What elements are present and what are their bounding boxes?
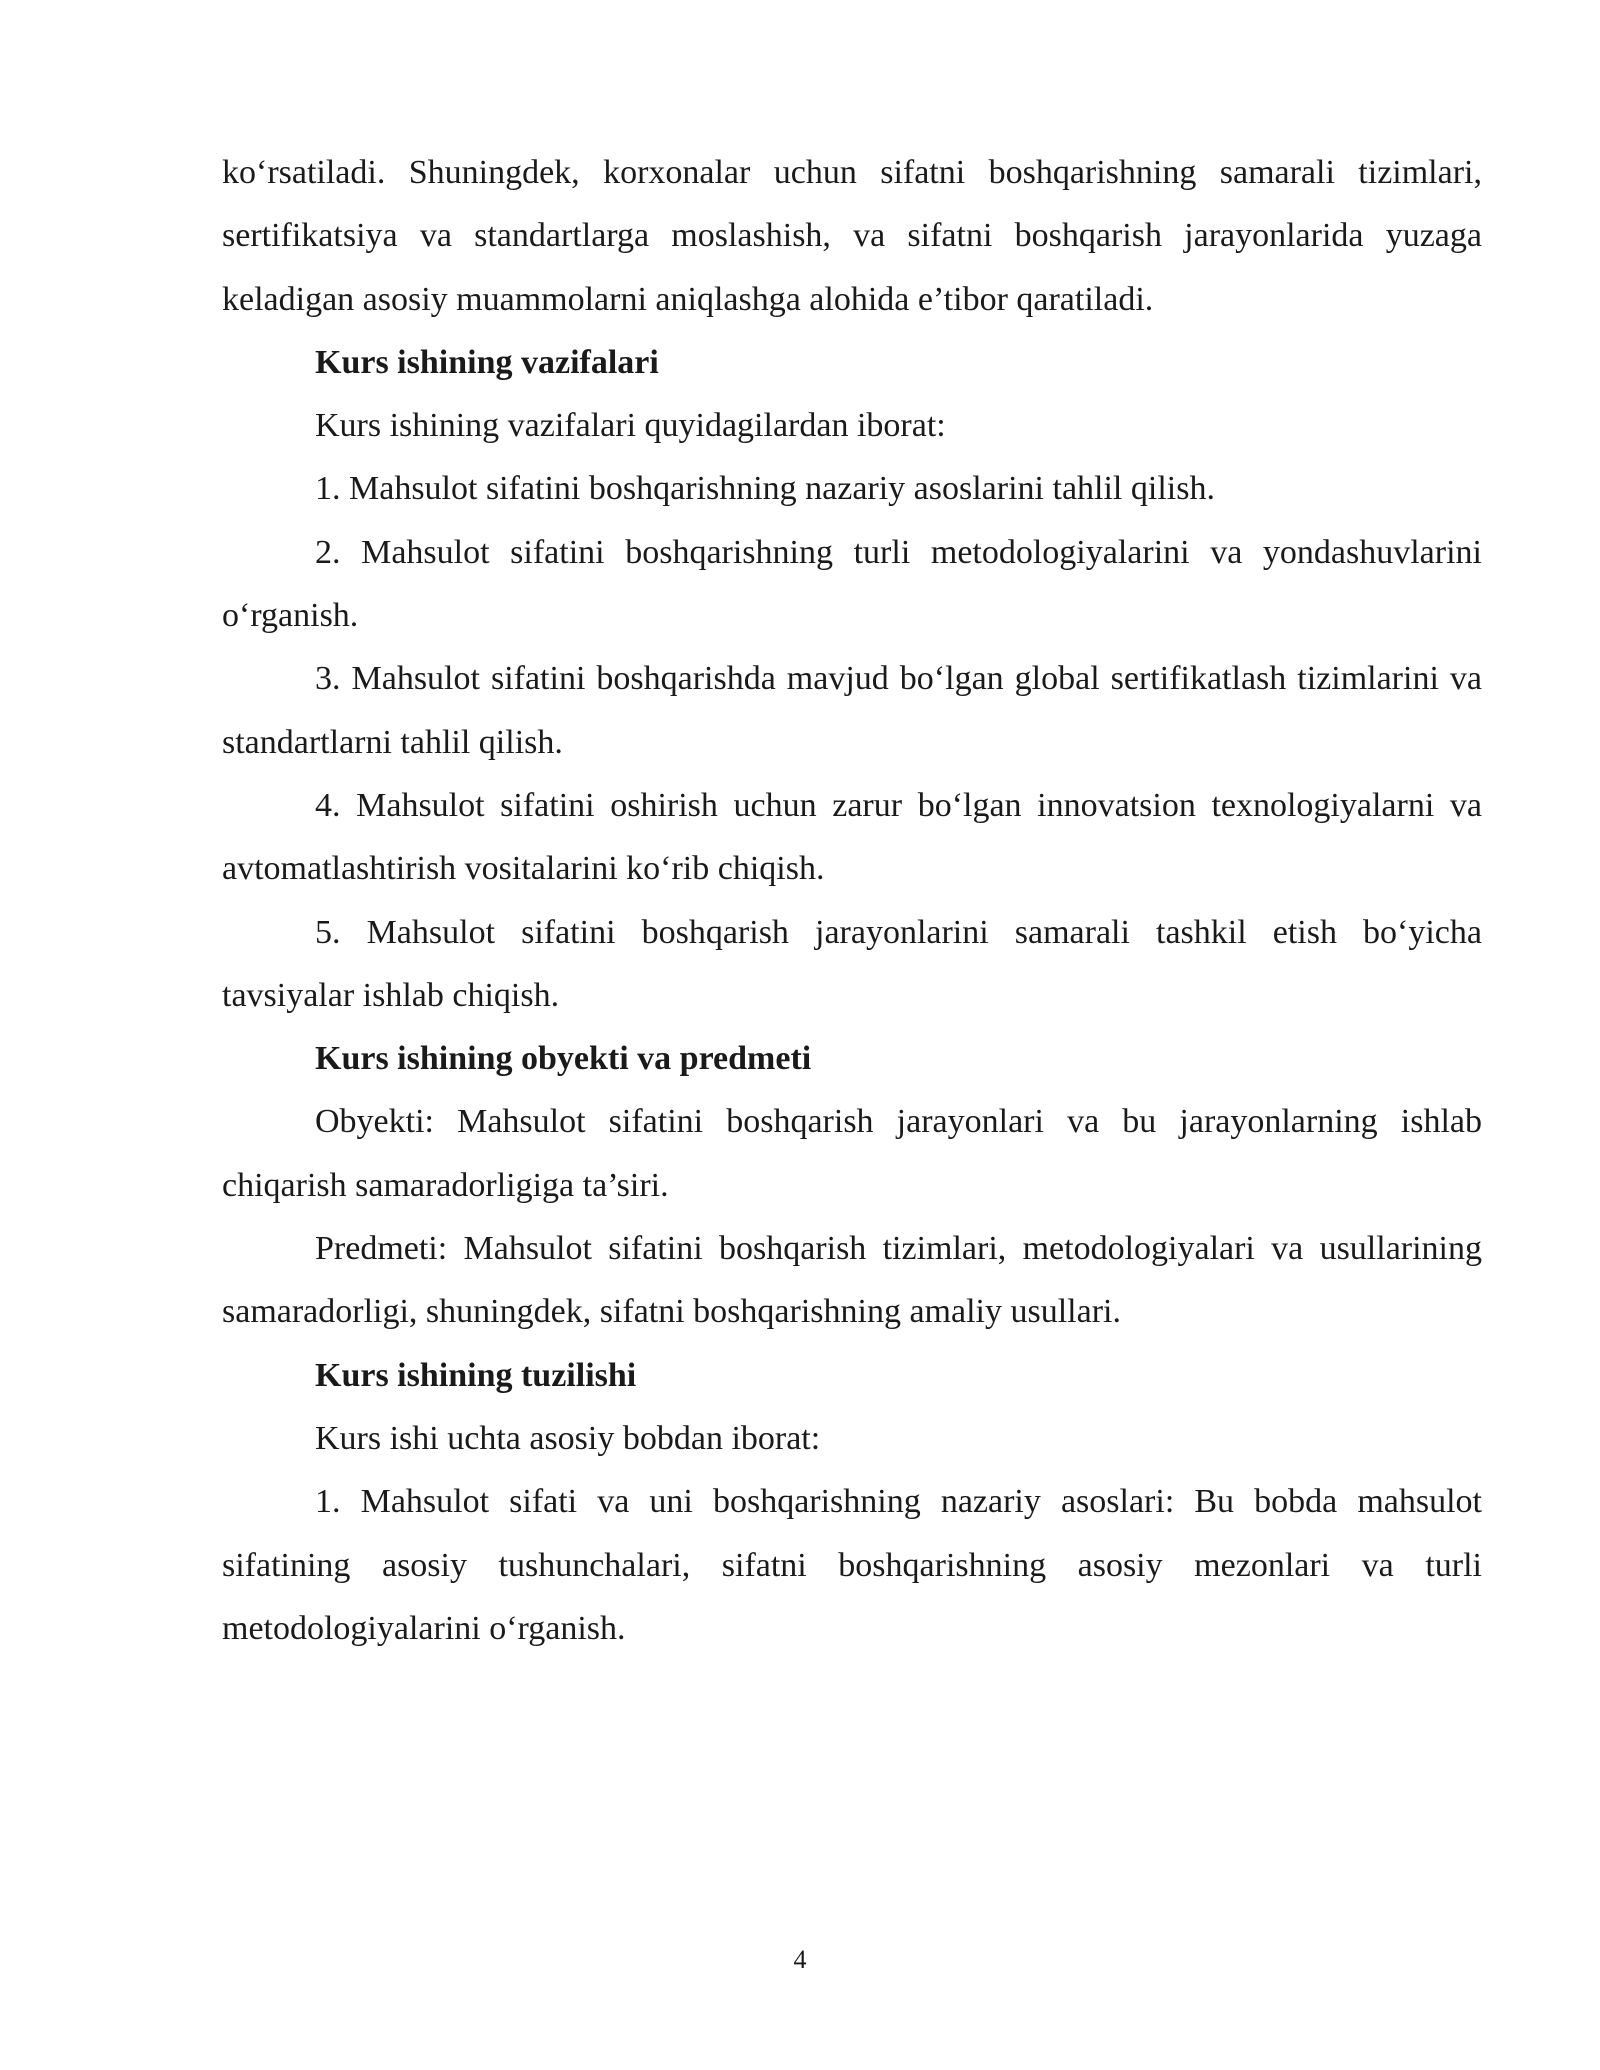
page-number: 4 (793, 1945, 807, 1974)
tasks-intro-paragraph: Kurs ishining vazifalari quyidagilardan iborat: (315, 407, 946, 445)
subject-paragraph: Predmeti: Mahsulot sifatini boshqarish tizimlari, metodologiyalari va usullarining samaradorligi, shuningdek, sifatni boshqarishning amaliy usullari. (222, 1230, 1482, 1331)
tasks-heading: Kurs ishining vazifalari (315, 343, 659, 381)
task-item-5: 5. Mahsulot sifatini boshqarish jarayonlarini samarali tashkil etish bo‘yicha tavsiyalar ishlab chiqish. (222, 913, 1482, 1014)
structure-heading: Kurs ishining tuzilishi (315, 1356, 637, 1394)
page-body (222, 141, 1482, 1660)
object-subject-heading: Kurs ishining obyekti va predmeti (315, 1040, 812, 1078)
intro-continuation-paragraph: ko‘rsatiladi. Shuningdek, korxonalar uchun sifatni boshqarishning samarali tizimlari, sertifikatsiya va standartlarga moslashish, va sifatni boshqarish jarayonlarida yuzaga keladigan asosiy muammolarni aniqlashga alohida e’tibor qaratiladi. (222, 154, 1482, 318)
task-item-4: 4. Mahsulot sifatini oshirish uchun zarur bo‘lgan innovatsion texnologiyalarni va avtomatlashtirish vositalarini ko‘rib chiqish. (222, 786, 1482, 888)
structure-item-1: 1. Mahsulot sifati va uni boshqarishning nazariy asoslari: Bu bobda mahsulot sifatining asosiy tushunchalari, sifatni boshqarishning asosiy mezonlari va turli metodologiyalarini o‘rganish. (222, 1483, 1482, 1647)
task-item-2: 2. Mahsulot sifatini boshqarishning turli metodologiyalarini va yondashuvlarini o‘rganish. (222, 533, 1482, 635)
task-item-1: 1. Mahsulot sifatini boshqarishning nazariy asoslarini tahlil qilish. (315, 470, 1215, 508)
task-item-3: 3. Mahsulot sifatini boshqarishda mavjud bo‘lgan global sertifikatlash tizimlarini va standartlarni tahlil qilish. (222, 660, 1482, 761)
structure-intro-paragraph: Kurs ishi uchta asosiy bobdan iborat: (315, 1419, 821, 1457)
object-paragraph: Obyekti: Mahsulot sifatini boshqarish jarayonlari va bu jarayonlarning ishlab chiqarish samaradorligiga ta’siri. (222, 1103, 1482, 1204)
